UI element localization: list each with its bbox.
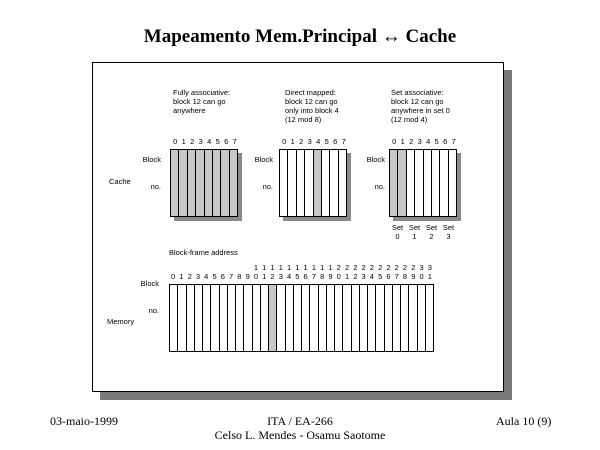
block-cell bbox=[327, 285, 335, 351]
block-number: 7 bbox=[451, 137, 456, 146]
block-number: 2 bbox=[378, 263, 383, 272]
memory-tens-digits bbox=[169, 263, 434, 272]
block-number bbox=[210, 263, 218, 272]
block-frame-address-label: Block-frame address bbox=[169, 248, 238, 257]
direct-line-4: (12 mod 8) bbox=[285, 115, 322, 124]
block-number: 1 bbox=[303, 263, 308, 272]
block-number: 8 bbox=[320, 272, 325, 281]
block-cell bbox=[302, 285, 310, 351]
block-number: 4 bbox=[369, 272, 374, 281]
block-number bbox=[194, 263, 202, 272]
fully-assoc-line-3: anywhere bbox=[173, 106, 206, 115]
block-number: 2 bbox=[386, 263, 391, 272]
block-number: 0 bbox=[336, 272, 341, 281]
block-number: 0 bbox=[253, 272, 259, 281]
block-cell bbox=[277, 285, 285, 351]
block-cell bbox=[360, 285, 368, 351]
block-cell bbox=[280, 150, 288, 216]
fully-block-no-label: Block no. bbox=[142, 155, 161, 191]
fully-block-numbers bbox=[171, 137, 239, 146]
set-assoc-line-2: block 12 can go bbox=[391, 97, 444, 106]
block-cell bbox=[205, 150, 213, 216]
block-number bbox=[227, 263, 235, 272]
block-cell bbox=[228, 285, 236, 351]
block-number: 2 bbox=[409, 137, 414, 146]
block-number: 1 bbox=[344, 272, 350, 281]
set-label-0: Set 0 bbox=[391, 223, 404, 241]
block-number: 1 bbox=[320, 263, 325, 272]
block-number: 2 bbox=[353, 263, 358, 272]
block-number: 1 bbox=[311, 263, 316, 272]
block-cell bbox=[244, 285, 252, 351]
block-cell bbox=[269, 285, 277, 351]
block-cell bbox=[288, 150, 296, 216]
block-number bbox=[177, 263, 185, 272]
block-number: 1 bbox=[400, 137, 405, 146]
block-number: 1 bbox=[427, 272, 432, 281]
block-cell bbox=[393, 285, 401, 351]
block-cell bbox=[294, 285, 302, 351]
main-memory-blocks bbox=[169, 284, 434, 352]
footer-lecture: Aula 10 (9) bbox=[496, 414, 552, 428]
block-number: 4 bbox=[286, 272, 292, 281]
block-number: 2 bbox=[394, 263, 399, 272]
block-cell bbox=[221, 150, 229, 216]
block-number: 6 bbox=[224, 137, 229, 146]
block-cell bbox=[286, 285, 294, 351]
block-number: 1 bbox=[270, 263, 275, 272]
block-number: 6 bbox=[443, 137, 448, 146]
block-number: 0 bbox=[392, 137, 397, 146]
block-cell bbox=[424, 150, 432, 216]
set-associative-description bbox=[391, 88, 450, 124]
memory-block-no-label: Block no. bbox=[140, 279, 159, 315]
block-number bbox=[186, 263, 194, 272]
diagram-frame bbox=[92, 62, 504, 392]
block-cell bbox=[432, 150, 440, 216]
slide-title: Mapeamento Mem.Principal ↔ Cache bbox=[143, 26, 457, 47]
block-number: 5 bbox=[378, 272, 383, 281]
block-number: 3 bbox=[419, 263, 424, 272]
block-number: 2 bbox=[344, 263, 350, 272]
block-number: 8 bbox=[237, 272, 242, 281]
block-number: 9 bbox=[328, 272, 333, 281]
block-number: 7 bbox=[341, 137, 346, 146]
block-cell bbox=[418, 285, 426, 351]
block-cell bbox=[407, 150, 415, 216]
block-number: 2 bbox=[270, 272, 275, 281]
block-cell bbox=[171, 150, 179, 216]
block-number: 7 bbox=[311, 272, 316, 281]
memory-units-digits bbox=[169, 272, 434, 281]
block-cell bbox=[305, 150, 313, 216]
block-number: 6 bbox=[220, 272, 225, 281]
block-number: 3 bbox=[195, 272, 201, 281]
block-cell bbox=[343, 285, 351, 351]
block-cell bbox=[211, 285, 219, 351]
block-number: 2 bbox=[369, 263, 374, 272]
block-cell bbox=[335, 285, 343, 351]
block-number: 5 bbox=[434, 137, 439, 146]
block-number: 4 bbox=[316, 137, 321, 146]
block-number: 0 bbox=[419, 272, 424, 281]
set-block-numbers bbox=[390, 137, 458, 146]
set-assoc-line-3: anywhere in set 0 bbox=[391, 106, 450, 115]
set-label-1: Set 1 bbox=[408, 223, 421, 241]
footer-course: ITA / EA-266 bbox=[267, 414, 333, 428]
block-number: 3 bbox=[307, 137, 312, 146]
set-assoc-line-1: Set associative: bbox=[391, 88, 444, 97]
block-cell bbox=[319, 285, 327, 351]
direct-line-1: Direct mapped: bbox=[285, 88, 336, 97]
block-number: 7 bbox=[229, 272, 234, 281]
block-number: 6 bbox=[386, 272, 391, 281]
direct-line-3: only into block 4 bbox=[285, 106, 339, 115]
block-number bbox=[169, 263, 177, 272]
block-number: 1 bbox=[181, 137, 186, 146]
block-cell bbox=[203, 285, 211, 351]
block-cell bbox=[449, 150, 457, 216]
block-number: 2 bbox=[299, 137, 304, 146]
block-number bbox=[202, 263, 210, 272]
block-cell bbox=[398, 150, 406, 216]
block-cell bbox=[187, 285, 195, 351]
block-number: 1 bbox=[262, 263, 267, 272]
set-assoc-line-4: (12 mod 4) bbox=[391, 115, 428, 124]
block-number: 3 bbox=[278, 272, 283, 281]
block-cell bbox=[440, 150, 448, 216]
block-cell bbox=[368, 285, 376, 351]
block-number: 4 bbox=[204, 272, 209, 281]
block-number: 3 bbox=[361, 272, 366, 281]
set-block-no-label: Block no. bbox=[366, 155, 385, 191]
set-label-2: Set 2 bbox=[425, 223, 438, 241]
block-cell bbox=[409, 285, 417, 351]
block-number: 3 bbox=[417, 137, 422, 146]
block-number bbox=[219, 263, 227, 272]
block-cell bbox=[376, 285, 384, 351]
block-cell bbox=[196, 150, 204, 216]
block-number: 5 bbox=[215, 137, 220, 146]
block-number: 1 bbox=[290, 137, 295, 146]
block-number: 1 bbox=[179, 272, 184, 281]
block-cell bbox=[178, 285, 186, 351]
block-number: 1 bbox=[262, 272, 267, 281]
block-number: 1 bbox=[286, 263, 292, 272]
block-number: 3 bbox=[427, 263, 432, 272]
block-cell bbox=[314, 150, 322, 216]
block-number: 5 bbox=[212, 272, 217, 281]
block-number: 2 bbox=[353, 272, 358, 281]
block-number: 1 bbox=[328, 263, 333, 272]
fully-assoc-line-1: Fully associative: bbox=[173, 88, 231, 97]
block-number bbox=[244, 263, 252, 272]
block-number: 8 bbox=[402, 272, 408, 281]
block-cell bbox=[188, 150, 196, 216]
block-number: 4 bbox=[426, 137, 431, 146]
fully-associative-description bbox=[173, 88, 230, 115]
block-number: 2 bbox=[361, 263, 366, 272]
footer-authors: Celso L. Mendes - Osamu Saotome bbox=[214, 428, 386, 442]
direct-line-2: block 12 can go bbox=[285, 97, 338, 106]
block-cell bbox=[401, 285, 409, 351]
fully-assoc-line-2: block 12 can go bbox=[173, 97, 226, 106]
block-number: 7 bbox=[394, 272, 399, 281]
block-cell bbox=[179, 150, 187, 216]
block-number: 0 bbox=[282, 137, 287, 146]
block-number: 7 bbox=[232, 137, 237, 146]
block-cell bbox=[339, 150, 347, 216]
block-cell bbox=[236, 285, 244, 351]
block-cell bbox=[230, 150, 238, 216]
cache-label: Cache bbox=[109, 177, 131, 186]
block-number: 0 bbox=[173, 137, 178, 146]
block-number: 6 bbox=[303, 272, 308, 281]
fully-associative-cache bbox=[170, 149, 238, 217]
block-cell bbox=[213, 150, 221, 216]
block-cell bbox=[297, 150, 305, 216]
block-cell bbox=[220, 285, 228, 351]
block-number: 2 bbox=[411, 263, 416, 272]
block-number: 1 bbox=[295, 263, 300, 272]
block-number: 3 bbox=[198, 137, 203, 146]
direct-block-numbers bbox=[280, 137, 348, 146]
block-number: 1 bbox=[253, 263, 259, 272]
block-number: 6 bbox=[333, 137, 338, 146]
direct-mapped-cache bbox=[279, 149, 347, 217]
block-cell bbox=[195, 285, 203, 351]
block-number: 2 bbox=[336, 263, 341, 272]
memory-label: Memory bbox=[107, 317, 135, 326]
block-cell bbox=[415, 150, 423, 216]
set-associative-cache bbox=[389, 149, 457, 217]
block-cell bbox=[322, 150, 330, 216]
block-number: 1 bbox=[278, 263, 283, 272]
block-number: 5 bbox=[295, 272, 300, 281]
block-cell bbox=[385, 285, 393, 351]
block-cell bbox=[426, 285, 434, 351]
block-cell bbox=[390, 150, 398, 216]
set-label-3: Set 3 bbox=[442, 223, 455, 241]
block-cell bbox=[261, 285, 269, 351]
block-number: 0 bbox=[171, 272, 176, 281]
direct-mapped-description bbox=[285, 88, 339, 124]
block-cell bbox=[253, 285, 261, 351]
block-number: 4 bbox=[207, 137, 212, 146]
block-cell bbox=[352, 285, 360, 351]
block-cell bbox=[170, 285, 178, 351]
block-number: 2 bbox=[190, 137, 195, 146]
footer-date: 03-maio-1999 bbox=[50, 414, 118, 428]
block-number: 2 bbox=[187, 272, 192, 281]
block-number bbox=[235, 263, 243, 272]
block-cell bbox=[330, 150, 338, 216]
block-number: 5 bbox=[324, 137, 329, 146]
direct-block-no-label: Block no. bbox=[254, 155, 273, 191]
block-cell bbox=[310, 285, 318, 351]
block-number: 2 bbox=[402, 263, 408, 272]
block-number: 9 bbox=[245, 272, 250, 281]
block-number: 9 bbox=[411, 272, 416, 281]
